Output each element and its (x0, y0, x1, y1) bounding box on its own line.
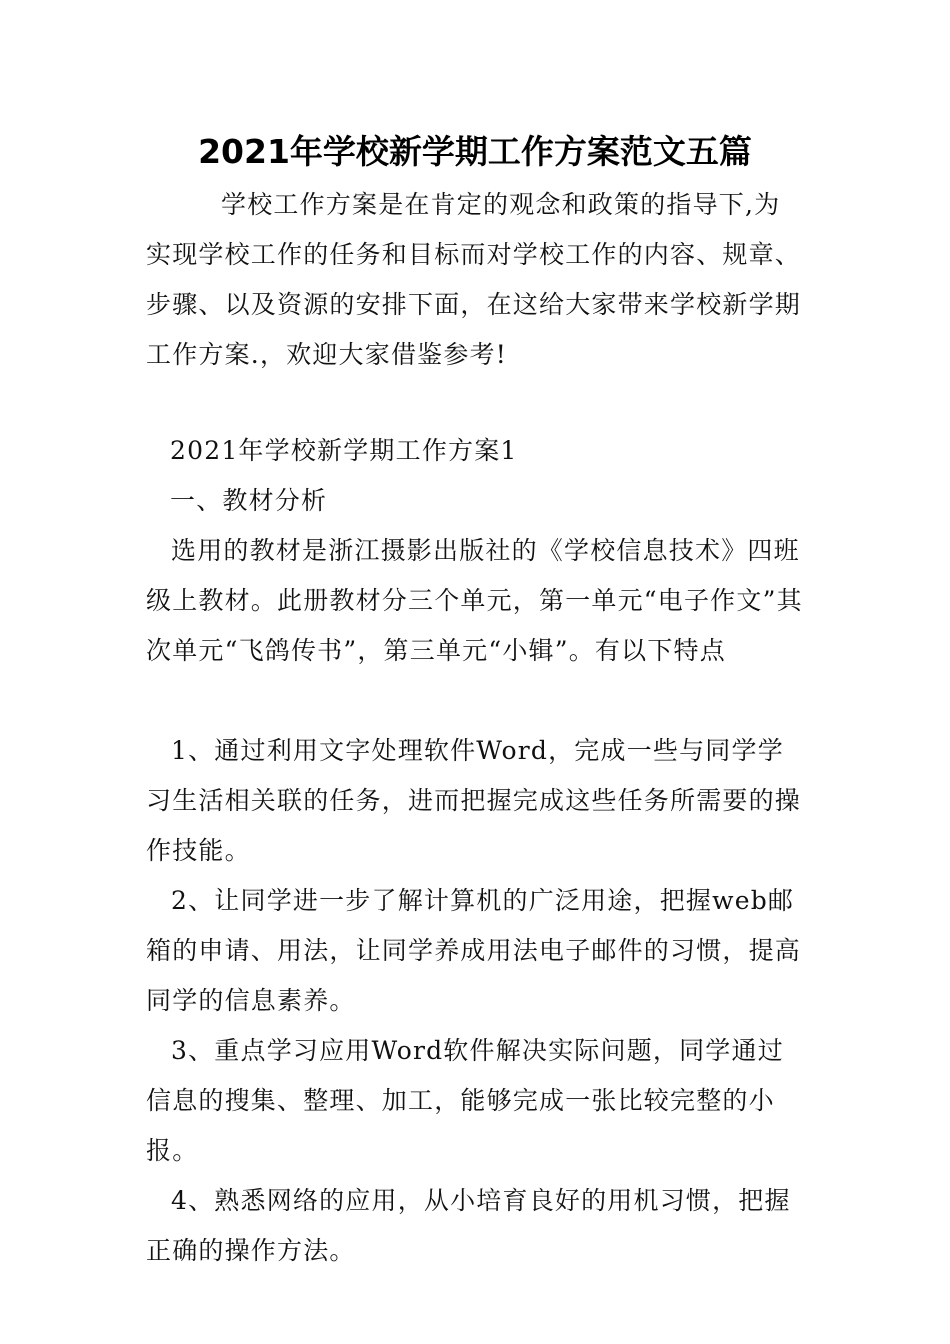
list-item: 3、重点学习应用Word软件解决实际问题，同学通过信息的搜集、整理、加工，能够完成一张比较完整的小报。 (146, 1036, 784, 1165)
subsection-title: 一、教材分析 (170, 486, 328, 515)
list-item: 2、让同学进一步了解计算机的广泛用途，把握web邮箱的申请、用法，让同学养成用法电子邮件的习惯，提高同学的信息素养。 (146, 886, 802, 1015)
list-item: 1、通过利用文字处理软件Word，完成一些与同学学习生活相关联的任务，进而把握完成这些任务所需要的操作技能。 (146, 736, 802, 865)
intro-paragraph: 学校工作方案是在肯定的观念和政策的指导下,为实现学校工作的任务和目标而对学校工作的内容、规章、步骤、以及资源的安排下面，在这给大家带来学校新学期工作方案.，欢迎大家借鉴参考! (146, 190, 802, 369)
feature-list (146, 726, 806, 1276)
section-title: 2021年学校新学期工作方案1 (170, 436, 518, 465)
textbook-analysis-paragraph: 选用的教材是浙江摄影出版社的《学校信息技术》四班级上教材。此册教材分三个单元，第一单元“电子作文”其次单元“飞鸽传书”，第三单元“小辑”。有以下特点 (146, 536, 803, 665)
document-title: 2021年学校新学期工作方案范文五篇 (198, 132, 752, 171)
list-item: 4、熟悉网络的应用，从小培育良好的用机习惯，把握正确的操作方法。 (146, 1186, 791, 1265)
